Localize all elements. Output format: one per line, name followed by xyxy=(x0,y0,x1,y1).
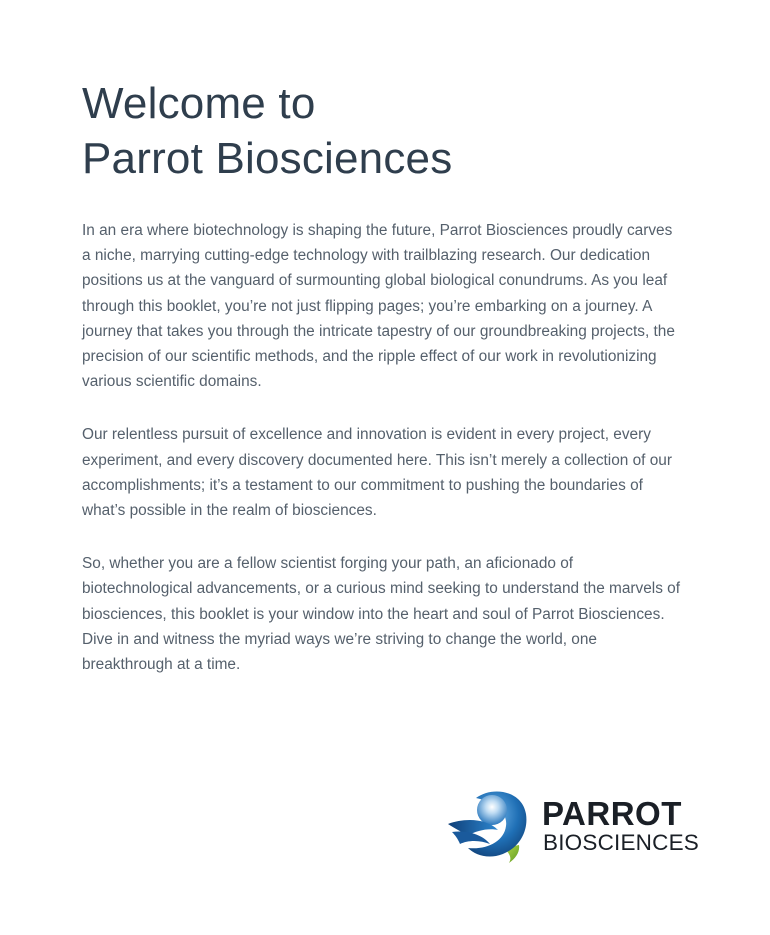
intro-body xyxy=(82,218,682,705)
title-line-2: Parrot Biosciences xyxy=(82,134,453,183)
title-line-1: Welcome to xyxy=(82,79,316,128)
intro-paragraph: In an era where biotechnology is shaping the future, Parrot Biosciences proudly carves a niche, marrying cutting-edge technology with trailblazing research. Our dedication positions us at the vanguard of surmounting global biological conundrums. As you leaf through this booklet, you’re not just flipping pages; you’re embarking on a journey. A journey that takes you through the intricate tapestry of our groundbreaking projects, the precision of our scientific methods, and the ripple effect of our work in revolutionizing various scientific domains. xyxy=(82,222,675,391)
intro-paragraph: Our relentless pursuit of excellence and innovation is evident in every project, every experiment, and every discovery documented here. This isn’t merely a collection of our accomplishments; it’s a testament to our commitment to pushing the boundaries of what’s possible in the realm of biosciences. xyxy=(82,426,672,520)
logo-wordmark-secondary: BIOSCIENCES xyxy=(543,830,699,855)
logo-wordmark-primary: PARROT xyxy=(542,795,682,832)
intro-paragraph: So, whether you are a fellow scientist forging your path, an aficionado of biotechnological advancements, or a curious mind seeking to understand the marvels of biosciences, this booklet is your window into the heart and soul of Parrot Biosciences. Dive in and witness the myriad ways we’re striving to change the world, one breakthrough at a time. xyxy=(82,555,681,674)
company-logo xyxy=(446,788,699,864)
parrot-logo-icon xyxy=(446,788,536,864)
page-title xyxy=(82,76,452,186)
